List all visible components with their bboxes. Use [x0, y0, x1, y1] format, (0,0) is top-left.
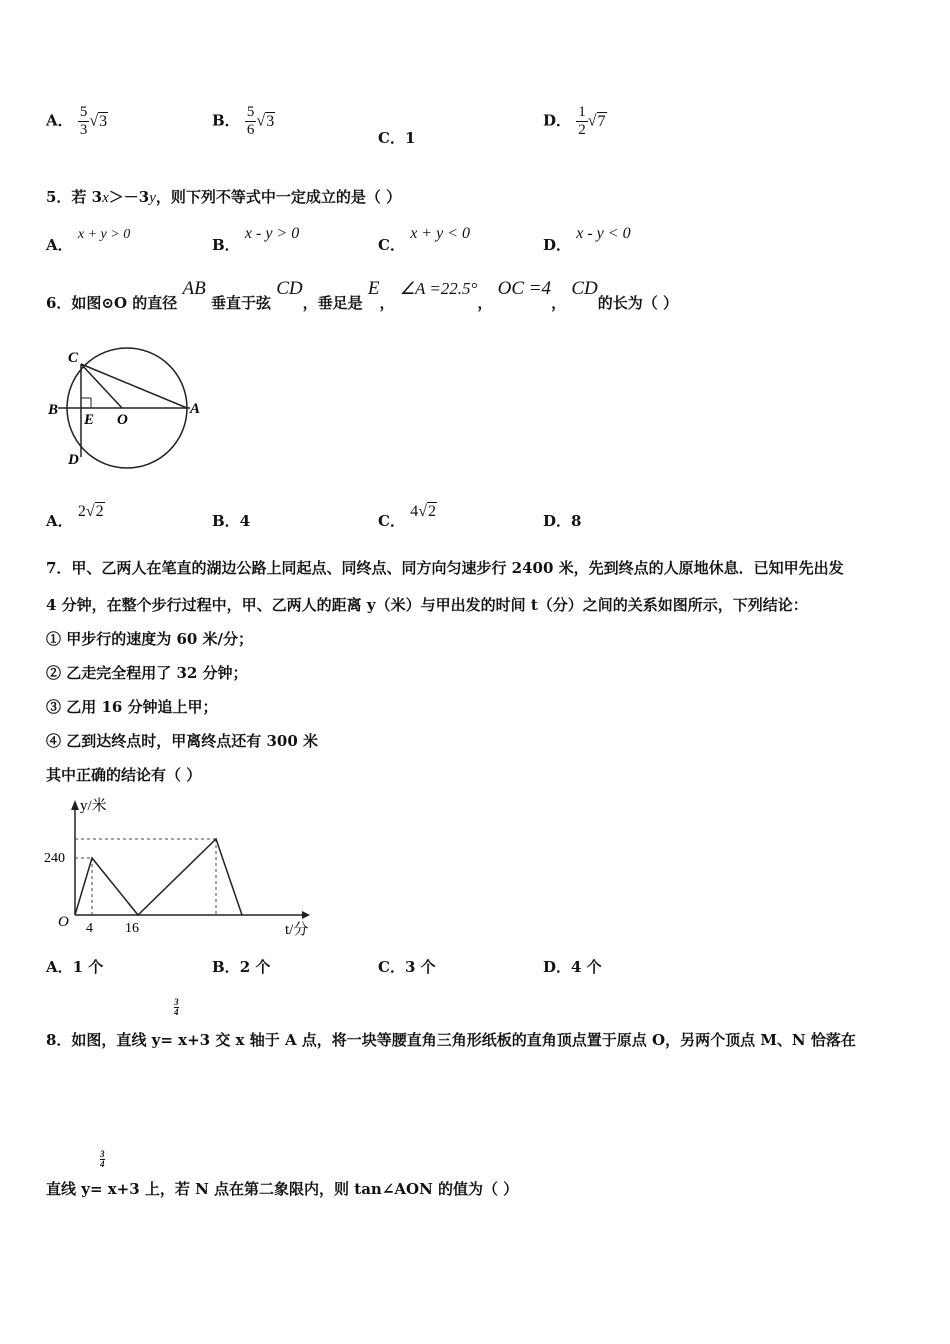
q8-fraction-1: 3 4	[174, 997, 179, 1017]
label-c: C	[68, 350, 79, 366]
fraction: $\frac{1}{2}$	[578, 104, 586, 138]
option-text: 1 个	[72, 958, 104, 976]
q6-option-d[interactable]	[543, 510, 581, 531]
sqrt: √3	[256, 112, 275, 130]
option-text: 2 个	[239, 958, 271, 976]
q5-option-b[interactable]	[212, 222, 300, 254]
q7-item-2: ② 乙走完全程用了 32 分钟；	[46, 664, 248, 682]
distance-line	[75, 839, 242, 915]
option-text: 1	[404, 129, 416, 147]
option-expr: x - y > 0	[244, 225, 300, 242]
q7-item-3: ③ 乙用 16 分钟追上甲；	[46, 698, 218, 716]
q6-stem: 6．如图⊙O 的直径 AB 垂直于弦 CD，垂足是 E， ∠A =22.5°， OC =4， CD的长为（ ）	[46, 278, 678, 312]
label-d: D	[68, 452, 79, 468]
q8-line-1: 8．如图，直线 y= x+3 交 x 轴于 A 点，将一块等腰直角三角形纸板的直角顶点置于原点 O，另两个顶点 M、N 恰落在	[46, 1031, 856, 1049]
option-letter: C．	[378, 958, 405, 976]
option-letter: D．	[543, 958, 572, 976]
x-axis-arrow	[302, 911, 310, 919]
fraction: $\frac{5}{3}$	[79, 104, 88, 138]
label-b: B	[48, 402, 59, 418]
q5-option-a[interactable]	[46, 222, 131, 254]
q5-option-c[interactable]	[378, 222, 470, 254]
option-letter: C．	[378, 236, 405, 254]
q4-option-c[interactable]	[378, 127, 415, 148]
option-expr: x + y > 0	[77, 227, 131, 242]
q6-option-a[interactable]	[46, 500, 105, 530]
circle-figure	[44, 342, 214, 472]
segment-ca	[81, 364, 187, 408]
option-text: 4	[239, 512, 251, 530]
y-axis-arrow	[71, 800, 79, 810]
q6-option-c[interactable]	[378, 500, 437, 530]
q7-option-d[interactable]	[543, 956, 602, 977]
q7-option-c[interactable]	[378, 956, 436, 977]
option-letter: C．	[378, 512, 405, 530]
option-expr: x - y < 0	[576, 225, 631, 242]
q6-option-b[interactable]	[212, 510, 250, 531]
fraction: $\frac{5}{6}$	[246, 104, 255, 138]
option-text: 8	[571, 512, 582, 530]
right-angle-mark	[81, 398, 91, 408]
q7-line-1: 7．甲、乙两人在笔直的湖边公路上同起点、同终点、同方向匀速步行 2400 米，先到终点的人原地休息．已知甲先出发	[46, 559, 844, 577]
option-text: 4 个	[571, 958, 602, 976]
distance-time-graph	[40, 794, 320, 940]
q8-fraction-2: 3 4	[100, 1149, 105, 1169]
q4-option-b[interactable]	[212, 104, 275, 139]
option-letter: A．	[46, 958, 73, 976]
x-axis-label: t/分	[285, 922, 309, 938]
origin-label: O	[58, 914, 69, 930]
q7-option-b[interactable]	[212, 956, 270, 977]
option-letter: B．	[212, 236, 240, 254]
q7-item-1: ① 甲步行的速度为 60 米/分；	[46, 630, 254, 648]
q5-stem: 5．若 3x＞－3y，则下列不等式中一定成立的是（ ）	[46, 188, 402, 206]
x-tick-16: 16	[125, 921, 139, 936]
q5-option-d[interactable]	[543, 222, 631, 254]
sqrt: 4√2	[410, 503, 436, 520]
option-letter: D．	[543, 236, 572, 254]
q7-question: 其中正确的结论有（ ）	[46, 766, 202, 784]
option-letter: B．	[212, 958, 240, 976]
q8-line-2: 直线 y= x+3 上，若 N 点在第二象限内，则 tan∠AON 的值为（ ）	[46, 1180, 519, 1198]
segment-co	[81, 364, 122, 408]
option-letter: D．	[543, 512, 572, 530]
sqrt: √7	[587, 112, 606, 130]
q4-option-a[interactable]	[46, 104, 108, 139]
x-tick-4: 4	[86, 921, 93, 936]
label-e: E	[84, 412, 95, 428]
q7-item-4: ④ 乙到达终点时，甲离终点还有 300 米	[46, 732, 318, 750]
option-letter: D．	[543, 111, 572, 130]
q7-line-2: 4 分钟，在整个步行过程中，甲、乙两人的距离 y（米）与甲出发的时间 t（分）之间的关系如图所示，下列结论：	[46, 596, 808, 614]
q7-option-a[interactable]	[46, 956, 103, 977]
sqrt: 2√2	[77, 503, 104, 520]
option-expr: x + y < 0	[410, 225, 470, 242]
option-letter: A．	[46, 236, 73, 254]
y-axis-label: y/米	[80, 798, 107, 814]
sqrt: √3	[89, 112, 108, 130]
option-letter: A．	[46, 512, 73, 530]
option-letter: B．	[212, 512, 240, 530]
option-letter: B．	[212, 111, 240, 130]
label-a: A	[190, 401, 201, 417]
option-text: 3 个	[404, 958, 436, 976]
option-letter: A．	[46, 111, 73, 130]
option-letter: C．	[378, 129, 405, 147]
q4-option-d[interactable]	[543, 104, 607, 139]
y-tick-240: 240	[44, 851, 65, 866]
label-o: O	[117, 412, 128, 428]
